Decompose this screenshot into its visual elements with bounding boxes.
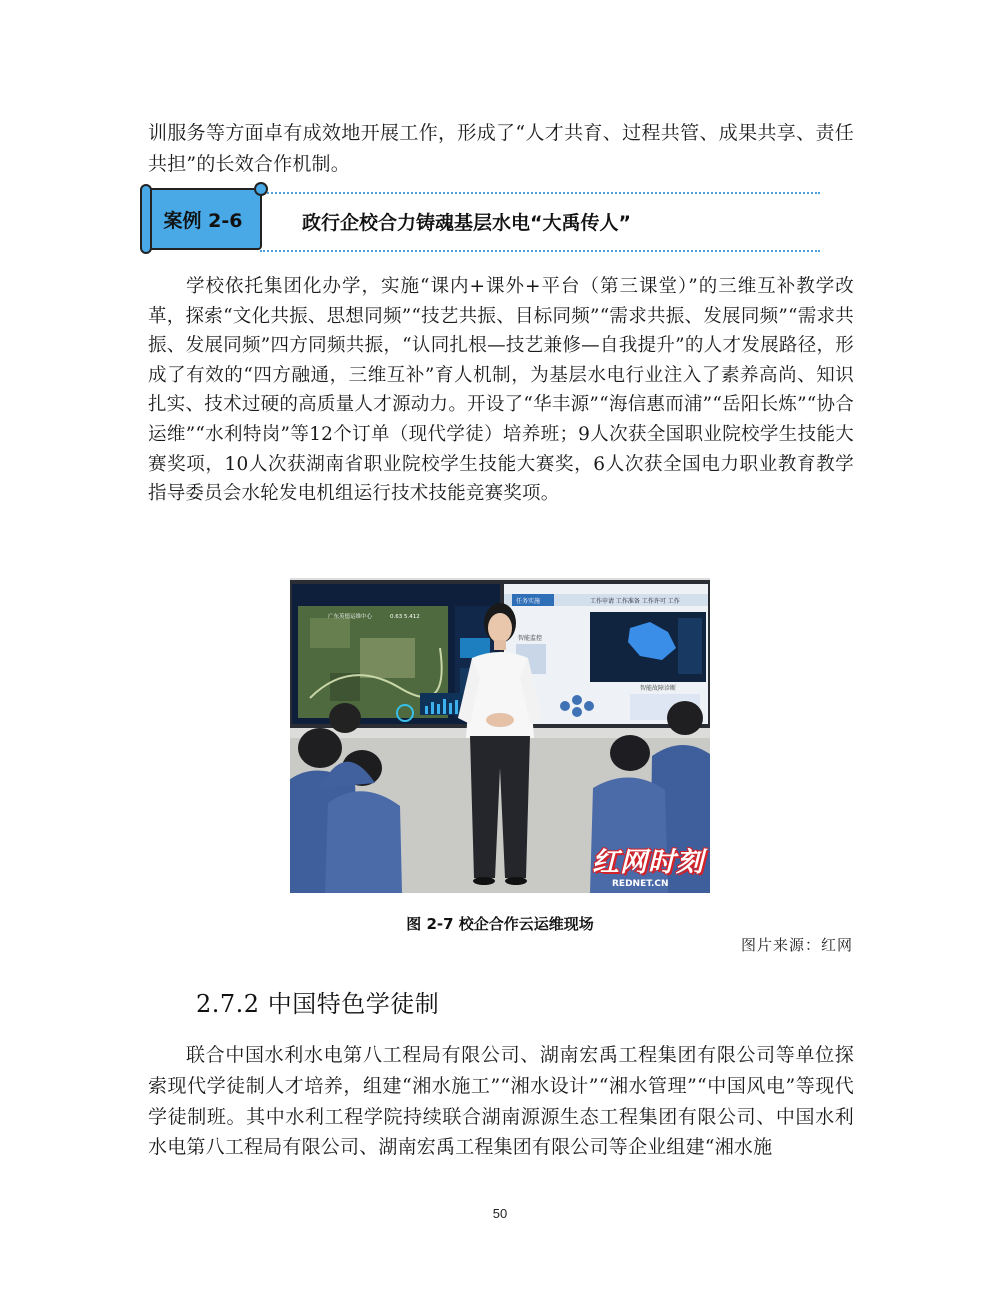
figure-photo (290, 578, 710, 893)
figure-caption: 图 2-7 校企合作云运维现场 (406, 915, 594, 933)
intro-paragraph: 训服务等方面卓有成效地开展工作，形成了“人才共育、过程共管、成果共享、责任共担”的长效合作机制。 (148, 122, 854, 175)
screen-right-panel3: 智能故障诊断 (640, 685, 677, 692)
section-paragraph: 联合中国水利水电第八工程局有限公司、湖南宏禹工程集团有限公司等单位探索现代学徒制人才培养，组建“湘水施工”“湘水设计”“湘水管理”“中国风电”等现代学徒制班。其中水利工程学院持续联合湖南源源生态工程集团有限公司、中国水利水电第八工程局有限公司、湖南宏禹工程集团有限公司等企业组建“湘水施 (148, 1044, 854, 1159)
dotted-rule-bottom (260, 250, 820, 252)
case-title: 政行企校合力铸魂基层水电“大禹传人” (302, 212, 631, 234)
page-number: 50 (492, 1206, 508, 1221)
screen-right-panel1: 智能监控 (518, 635, 543, 642)
case-paragraph: 学校依托集团化办学，实施“课内+课外+平台（第三课堂）”的三维互补教学改革，探索“文化共振、思想同频”“技艺共振、目标同频”“需求共振、发展同频”“需求共振、发展同频”四方同频共振，“认同扎根—技艺兼修—自我提升”的人才发展路径，形成了有效的“四方融通，三维互补”育人机制，为基层水电行业注入了素养高尚、知识扎实、技术过硬的高质量人才源动力。开设了“华丰源”“海信惠而浦”“岳阳长炼”“协合运维”“水利特岗”等12个订单（现代学徒）培养班；9人次获全国职业院校学生技能大赛奖项，10人次获湖南省职业院校学生技能大赛奖，6人次获全国电力职业教育教学指导委员会水轮发电机组运行技术技能竞赛奖项。 (148, 276, 854, 505)
case-banner (140, 182, 820, 260)
watermark-url: REDNET.CN (612, 879, 669, 889)
photo-source: 图片来源：红网 (740, 936, 853, 954)
screen-right-tab: 任务实施 (516, 598, 541, 605)
screen-right-menu: 工作申请 工作准备 工作许可 工作 (590, 598, 680, 605)
section-heading: 2.7.2 中国特色学徒制 (196, 990, 440, 1018)
watermark (592, 840, 704, 889)
watermark-logo: 红网时刻 (592, 847, 704, 878)
case-label: 案例 2-6 (163, 209, 243, 232)
case-scroll-box (144, 188, 262, 250)
screen-left-numbers: 0.63 5.412 (390, 614, 420, 620)
dotted-rule-top (260, 192, 820, 194)
screen-left-title: 广东英德运维中心 (328, 614, 373, 620)
